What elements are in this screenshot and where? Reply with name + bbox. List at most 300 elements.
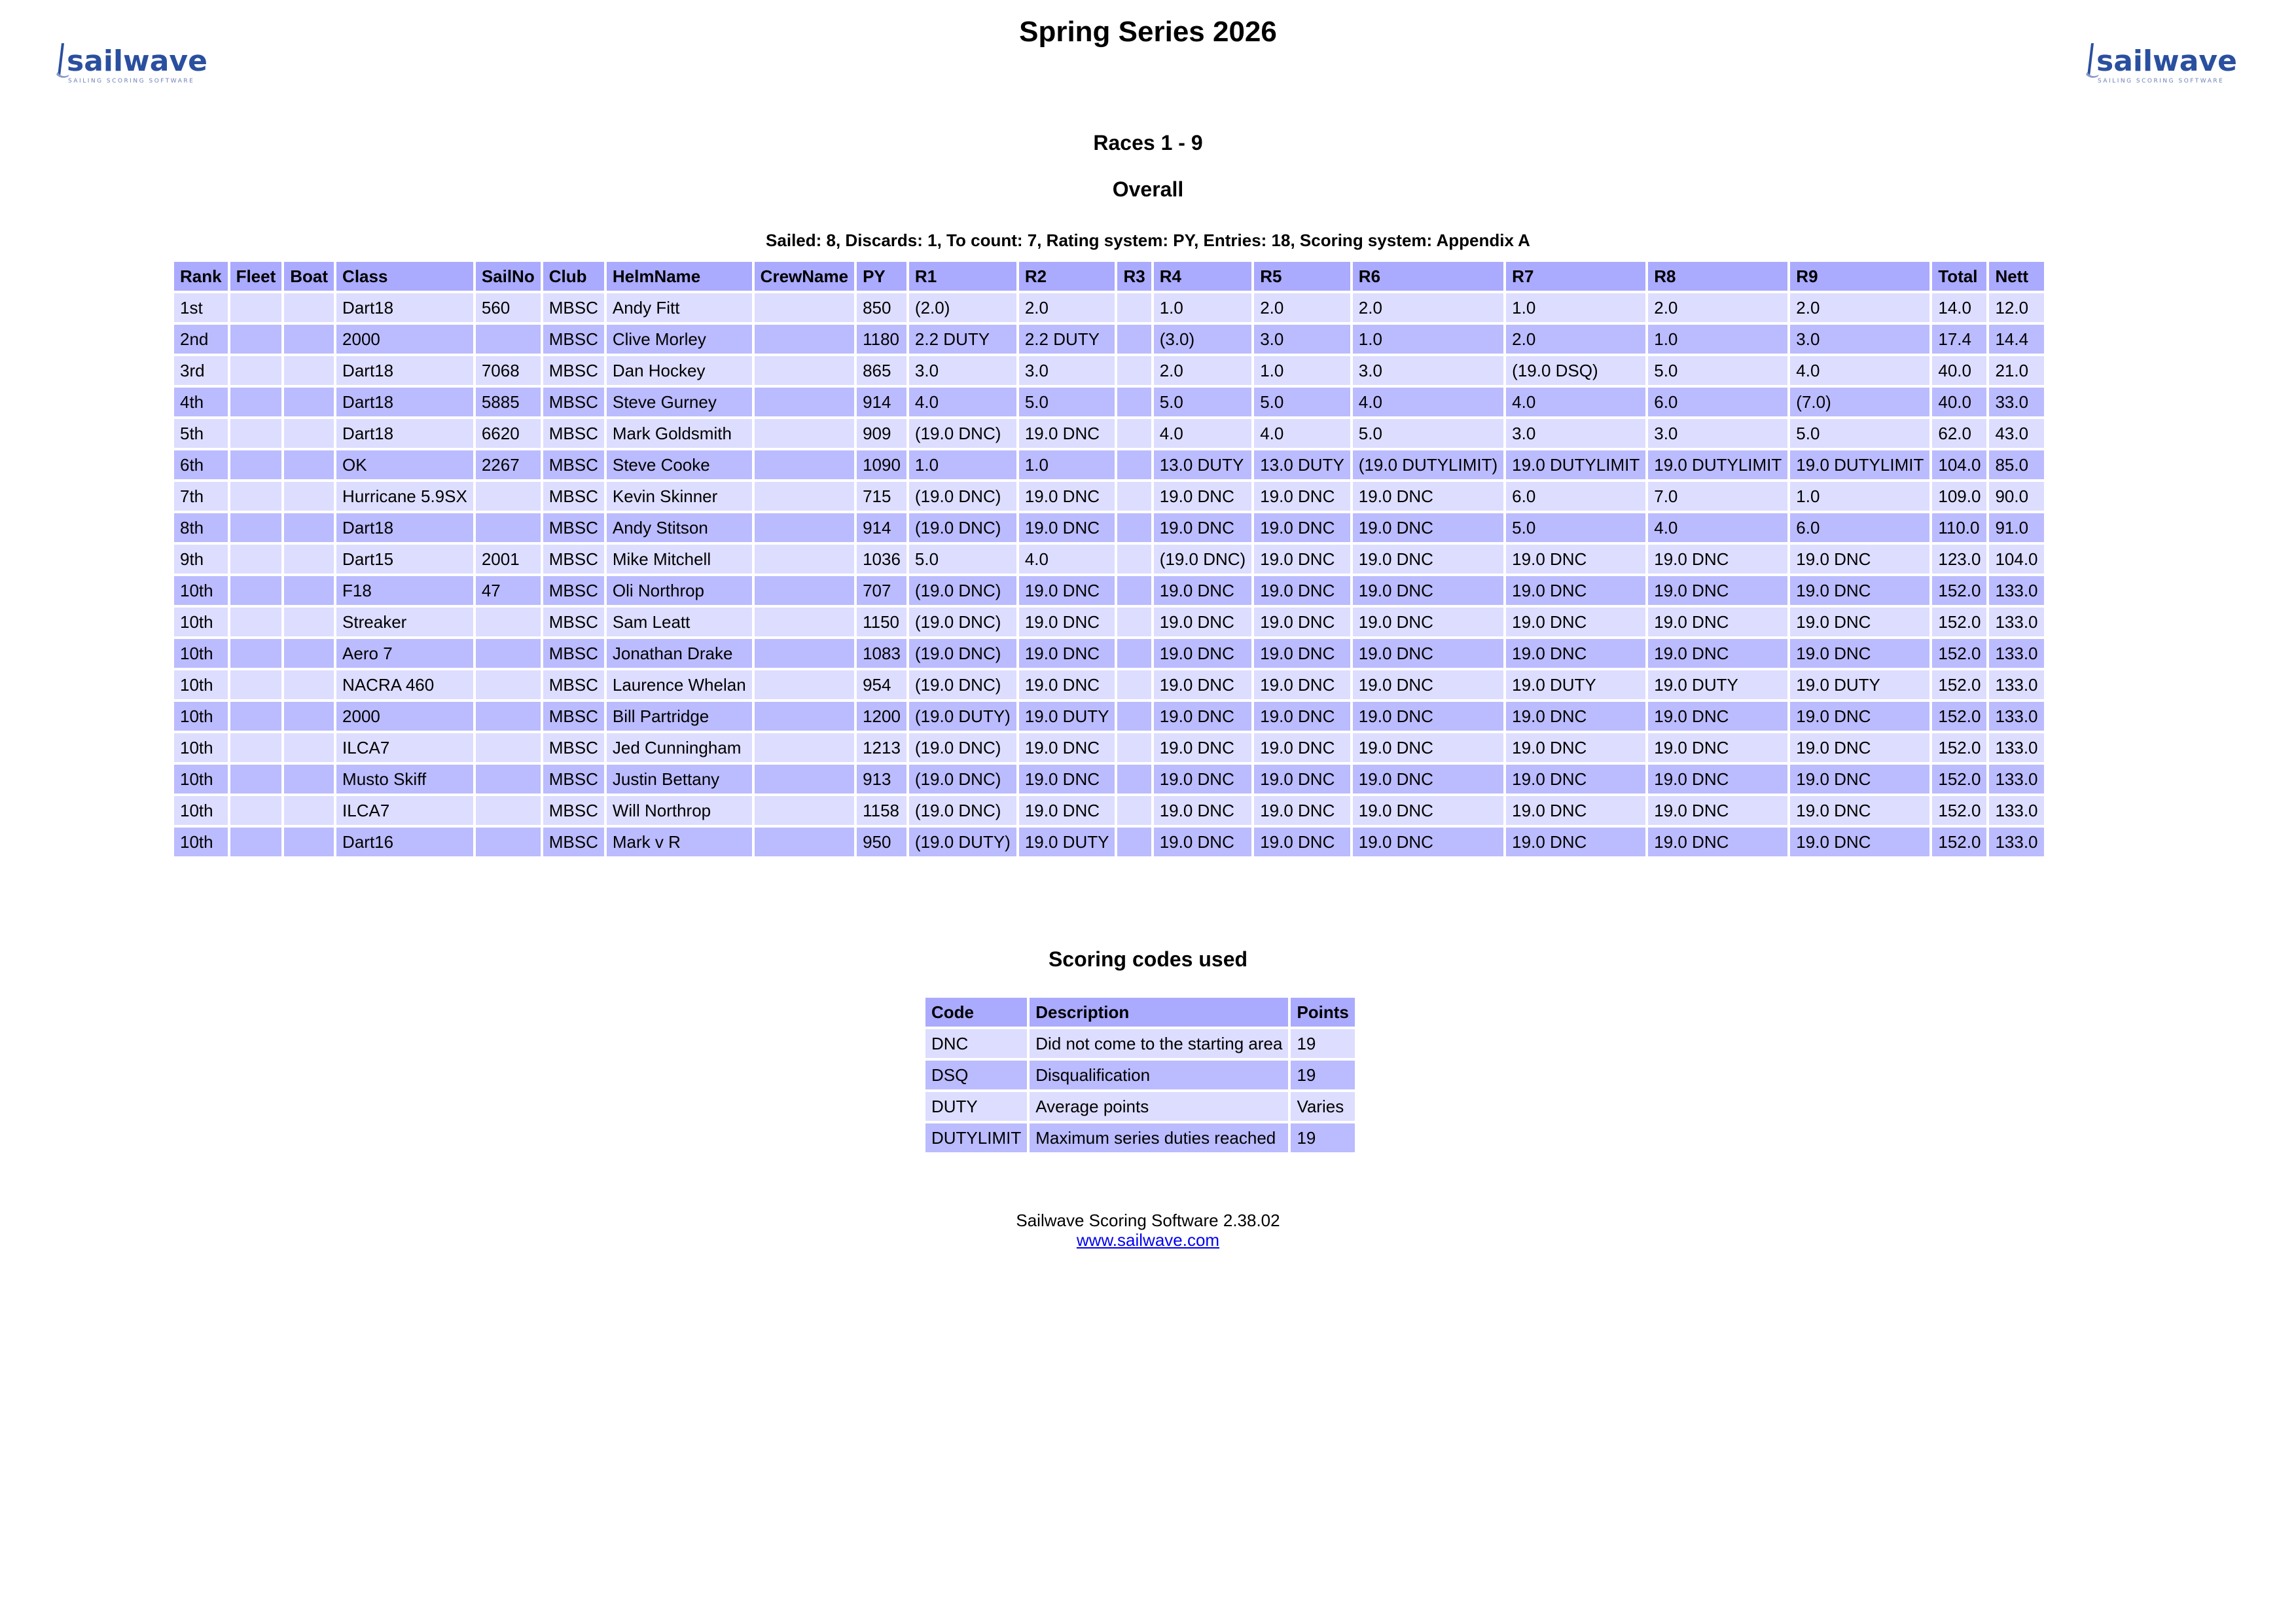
results-cell-r1: (19.0 DNC) (909, 796, 1016, 825)
results-cell-r1: (19.0 DNC) (909, 608, 1016, 636)
results-header-r5: R5 (1254, 262, 1350, 291)
results-cell-r2: 19.0 DNC (1019, 670, 1115, 699)
results-cell-r9: 1.0 (1790, 482, 1929, 511)
results-cell-r8: 1.0 (1648, 325, 1787, 354)
table-row (174, 388, 2044, 416)
results-cell-rank: 3rd (174, 356, 228, 385)
codes-cell-points: 19 (1291, 1029, 1354, 1058)
results-cell-r7: 19.0 DNC (1506, 733, 1645, 762)
results-cell-fleet (230, 765, 282, 793)
results-cell-class: Streaker (336, 608, 473, 636)
results-cell-club: MBSC (543, 450, 604, 479)
results-cell-py: 954 (857, 670, 906, 699)
codes-cell-points: Varies (1291, 1092, 1354, 1121)
results-cell-r8: 19.0 DNC (1648, 639, 1787, 668)
results-cell-fleet (230, 702, 282, 731)
results-cell-r7: 19.0 DNC (1506, 702, 1645, 731)
results-cell-r7: 4.0 (1506, 388, 1645, 416)
results-cell-py: 1036 (857, 545, 906, 574)
results-cell-boat (284, 545, 334, 574)
series-summary: Sailed: 8, Discards: 1, To count: 7, Rating system: PY, Entries: 18, Scoring system: Appendix A (766, 230, 1530, 250)
results-cell-r4: 19.0 DNC (1154, 482, 1251, 511)
results-cell-total: 109.0 (1932, 482, 1986, 511)
results-cell-club: MBSC (543, 482, 604, 511)
results-cell-total: 152.0 (1932, 670, 1986, 699)
results-cell-r3 (1117, 419, 1151, 448)
results-cell-r6: 19.0 DNC (1353, 576, 1503, 605)
results-cell-nett: 133.0 (1989, 828, 2043, 856)
table-row (174, 608, 2044, 636)
results-cell-py: 913 (857, 765, 906, 793)
results-cell-nett: 85.0 (1989, 450, 2043, 479)
results-cell-total: 152.0 (1932, 765, 1986, 793)
table-row (925, 1123, 1355, 1152)
results-cell-r2: 19.0 DNC (1019, 765, 1115, 793)
results-cell-rank: 2nd (174, 325, 228, 354)
results-cell-helmname: Mark Goldsmith (607, 419, 752, 448)
results-cell-r9: 6.0 (1790, 513, 1929, 542)
results-cell-rank: 10th (174, 670, 228, 699)
results-cell-r7: 19.0 DNC (1506, 796, 1645, 825)
results-cell-r6: 19.0 DNC (1353, 482, 1503, 511)
results-cell-boat (284, 828, 334, 856)
results-cell-r6: 1.0 (1353, 325, 1503, 354)
results-cell-fleet (230, 450, 282, 479)
results-cell-boat (284, 513, 334, 542)
results-cell-sailno (476, 796, 541, 825)
results-cell-rank: 4th (174, 388, 228, 416)
codes-header-row (925, 998, 1355, 1027)
results-cell-r4: 19.0 DNC (1154, 733, 1251, 762)
results-cell-r3 (1117, 608, 1151, 636)
results-cell-r9: 2.0 (1790, 293, 1929, 322)
results-cell-r4: 19.0 DNC (1154, 765, 1251, 793)
results-cell-nett: 90.0 (1989, 482, 2043, 511)
results-cell-crewname (755, 356, 854, 385)
results-cell-r9: 19.0 DUTY (1790, 670, 1929, 699)
results-cell-sailno (476, 325, 541, 354)
results-cell-py: 1150 (857, 608, 906, 636)
results-cell-py: 914 (857, 513, 906, 542)
results-cell-r6: 19.0 DNC (1353, 608, 1503, 636)
results-cell-fleet (230, 828, 282, 856)
results-cell-fleet (230, 356, 282, 385)
results-cell-helmname: Dan Hockey (607, 356, 752, 385)
results-cell-club: MBSC (543, 356, 604, 385)
results-cell-r9: 19.0 DNC (1790, 639, 1929, 668)
results-cell-r9: 19.0 DNC (1790, 702, 1929, 731)
results-cell-club: MBSC (543, 545, 604, 574)
results-cell-class: NACRA 460 (336, 670, 473, 699)
results-cell-r2: 19.0 DUTY (1019, 828, 1115, 856)
results-cell-nett: 133.0 (1989, 702, 2043, 731)
results-cell-r7: 19.0 DNC (1506, 639, 1645, 668)
results-cell-r4: 19.0 DNC (1154, 670, 1251, 699)
results-cell-r2: 4.0 (1019, 545, 1115, 574)
results-cell-rank: 10th (174, 733, 228, 762)
results-cell-helmname: Andy Fitt (607, 293, 752, 322)
results-cell-r3 (1117, 670, 1151, 699)
results-cell-r3 (1117, 702, 1151, 731)
results-cell-r4: 1.0 (1154, 293, 1251, 322)
results-cell-crewname (755, 828, 854, 856)
results-cell-rank: 10th (174, 702, 228, 731)
results-header-helmname: HelmName (607, 262, 752, 291)
results-cell-fleet (230, 388, 282, 416)
results-cell-crewname (755, 293, 854, 322)
results-cell-r7: 19.0 DNC (1506, 828, 1645, 856)
results-cell-r2: 19.0 DNC (1019, 576, 1115, 605)
table-row (174, 670, 2044, 699)
results-cell-r5: 19.0 DNC (1254, 576, 1350, 605)
results-cell-r4: 5.0 (1154, 388, 1251, 416)
results-cell-rank: 6th (174, 450, 228, 479)
results-cell-r7: 19.0 DNC (1506, 576, 1645, 605)
results-cell-fleet (230, 545, 282, 574)
results-cell-r8: 19.0 DNC (1648, 608, 1787, 636)
results-cell-r2: 1.0 (1019, 450, 1115, 479)
codes-cell-code: DNC (925, 1029, 1027, 1058)
results-cell-helmname: Steve Cooke (607, 450, 752, 479)
results-cell-r3 (1117, 765, 1151, 793)
results-cell-r5: 1.0 (1254, 356, 1350, 385)
results-cell-py: 865 (857, 356, 906, 385)
svg-text:SAILING SCORING SOFTWARE: SAILING SCORING SOFTWARE (2098, 78, 2225, 84)
results-cell-sailno: 5885 (476, 388, 541, 416)
results-cell-r7: 5.0 (1506, 513, 1645, 542)
codes-header-code: Code (925, 998, 1027, 1027)
results-cell-helmname: Mike Mitchell (607, 545, 752, 574)
results-header-class: Class (336, 262, 473, 291)
results-cell-py: 715 (857, 482, 906, 511)
results-cell-r1: 2.2 DUTY (909, 325, 1016, 354)
results-cell-club: MBSC (543, 419, 604, 448)
results-cell-helmname: Jed Cunningham (607, 733, 752, 762)
results-cell-r4: 19.0 DNC (1154, 702, 1251, 731)
results-cell-r2: 19.0 DNC (1019, 733, 1115, 762)
results-cell-r5: 4.0 (1254, 419, 1350, 448)
codes-cell-code: DUTYLIMIT (925, 1123, 1027, 1152)
results-cell-crewname (755, 796, 854, 825)
results-cell-r7: 2.0 (1506, 325, 1645, 354)
results-cell-r4: 2.0 (1154, 356, 1251, 385)
results-cell-r3 (1117, 639, 1151, 668)
table-row (925, 1061, 1355, 1089)
results-header-club: Club (543, 262, 604, 291)
results-cell-r4: 19.0 DNC (1154, 639, 1251, 668)
results-cell-r8: 7.0 (1648, 482, 1787, 511)
table-row (174, 576, 2044, 605)
results-cell-crewname (755, 325, 854, 354)
results-cell-r4: 13.0 DUTY (1154, 450, 1251, 479)
results-cell-r9: 19.0 DUTYLIMIT (1790, 450, 1929, 479)
table-row (174, 419, 2044, 448)
results-cell-r5: 19.0 DNC (1254, 482, 1350, 511)
results-cell-r8: 6.0 (1648, 388, 1787, 416)
results-cell-r1: (19.0 DNC) (909, 513, 1016, 542)
results-cell-r1: (2.0) (909, 293, 1016, 322)
results-cell-py: 707 (857, 576, 906, 605)
results-cell-crewname (755, 608, 854, 636)
results-cell-helmname: Bill Partridge (607, 702, 752, 731)
results-cell-r3 (1117, 733, 1151, 762)
results-cell-r2: 3.0 (1019, 356, 1115, 385)
results-cell-r2: 19.0 DNC (1019, 513, 1115, 542)
results-cell-r9: 19.0 DNC (1790, 828, 1929, 856)
results-cell-club: MBSC (543, 796, 604, 825)
results-cell-rank: 10th (174, 639, 228, 668)
races-heading: Races 1 - 9 (1093, 131, 1203, 155)
results-cell-r6: 19.0 DNC (1353, 733, 1503, 762)
results-cell-py: 914 (857, 388, 906, 416)
results-cell-r3 (1117, 356, 1151, 385)
results-cell-class: 2000 (336, 325, 473, 354)
results-cell-r9: 19.0 DNC (1790, 545, 1929, 574)
results-cell-r9: 5.0 (1790, 419, 1929, 448)
results-cell-crewname (755, 513, 854, 542)
results-cell-crewname (755, 670, 854, 699)
results-cell-class: Dart15 (336, 545, 473, 574)
results-cell-r8: 19.0 DNC (1648, 796, 1787, 825)
results-cell-r4: 19.0 DNC (1154, 796, 1251, 825)
results-cell-r4: (19.0 DNC) (1154, 545, 1251, 574)
results-cell-r3 (1117, 450, 1151, 479)
results-cell-r3 (1117, 482, 1151, 511)
results-cell-helmname: Jonathan Drake (607, 639, 752, 668)
codes-cell-description: Average points (1030, 1092, 1288, 1121)
results-cell-fleet (230, 608, 282, 636)
results-cell-r6: 19.0 DNC (1353, 639, 1503, 668)
results-cell-r8: 19.0 DNC (1648, 545, 1787, 574)
results-cell-nett: 104.0 (1989, 545, 2043, 574)
results-header-sailno: SailNo (476, 262, 541, 291)
results-cell-boat (284, 293, 334, 322)
results-cell-helmname: Sam Leatt (607, 608, 752, 636)
table-row (174, 545, 2044, 574)
results-cell-nett: 21.0 (1989, 356, 2043, 385)
results-cell-class: Dart18 (336, 293, 473, 322)
results-cell-fleet (230, 639, 282, 668)
results-cell-r7: 19.0 DUTYLIMIT (1506, 450, 1645, 479)
results-cell-crewname (755, 388, 854, 416)
results-cell-total: 123.0 (1932, 545, 1986, 574)
results-cell-nett: 133.0 (1989, 733, 2043, 762)
results-cell-r6: 5.0 (1353, 419, 1503, 448)
results-cell-r2: 2.2 DUTY (1019, 325, 1115, 354)
results-cell-sailno: 7068 (476, 356, 541, 385)
results-cell-r5: 19.0 DNC (1254, 733, 1350, 762)
results-cell-helmname: Steve Gurney (607, 388, 752, 416)
results-header-boat: Boat (284, 262, 334, 291)
results-cell-r7: 19.0 DUTY (1506, 670, 1645, 699)
results-cell-r2: 19.0 DNC (1019, 639, 1115, 668)
results-cell-boat (284, 325, 334, 354)
results-cell-total: 152.0 (1932, 576, 1986, 605)
results-cell-r1: (19.0 DNC) (909, 419, 1016, 448)
results-cell-fleet (230, 576, 282, 605)
results-cell-club: MBSC (543, 325, 604, 354)
results-cell-boat (284, 450, 334, 479)
results-cell-r9: (7.0) (1790, 388, 1929, 416)
results-cell-club: MBSC (543, 733, 604, 762)
table-row (174, 639, 2044, 668)
results-cell-club: MBSC (543, 608, 604, 636)
results-cell-class: Dart18 (336, 388, 473, 416)
svg-text:sailwave: sailwave (2096, 45, 2237, 78)
table-row (174, 513, 2044, 542)
results-cell-r9: 3.0 (1790, 325, 1929, 354)
codes-cell-code: DSQ (925, 1061, 1027, 1089)
sailwave-website-link[interactable]: www.sailwave.com (1076, 1230, 1220, 1250)
results-cell-rank: 10th (174, 828, 228, 856)
results-cell-py: 1200 (857, 702, 906, 731)
results-cell-rank: 9th (174, 545, 228, 574)
results-cell-sailno (476, 513, 541, 542)
results-cell-helmname: Oli Northrop (607, 576, 752, 605)
results-cell-nett: 133.0 (1989, 576, 2043, 605)
results-cell-class: Dart18 (336, 419, 473, 448)
results-cell-crewname (755, 545, 854, 574)
results-cell-r5: 19.0 DNC (1254, 639, 1350, 668)
results-cell-sailno: 2001 (476, 545, 541, 574)
results-cell-r8: 19.0 DNC (1648, 702, 1787, 731)
results-cell-py: 1158 (857, 796, 906, 825)
results-cell-helmname: Mark v R (607, 828, 752, 856)
results-cell-crewname (755, 482, 854, 511)
results-header-r4: R4 (1154, 262, 1251, 291)
table-row (174, 450, 2044, 479)
results-cell-r3 (1117, 388, 1151, 416)
results-cell-r9: 19.0 DNC (1790, 796, 1929, 825)
results-cell-nett: 133.0 (1989, 765, 2043, 793)
results-header-total: Total (1932, 262, 1986, 291)
results-cell-class: ILCA7 (336, 733, 473, 762)
results-cell-rank: 1st (174, 293, 228, 322)
results-cell-boat (284, 419, 334, 448)
results-cell-sailno (476, 765, 541, 793)
results-cell-club: MBSC (543, 513, 604, 542)
results-cell-r5: 19.0 DNC (1254, 670, 1350, 699)
results-cell-r8: 19.0 DNC (1648, 828, 1787, 856)
overall-heading: Overall (1112, 177, 1184, 201)
results-cell-r1: (19.0 DNC) (909, 670, 1016, 699)
results-cell-r3 (1117, 545, 1151, 574)
results-cell-r1: 1.0 (909, 450, 1016, 479)
results-cell-r8: 19.0 DNC (1648, 576, 1787, 605)
results-cell-r3 (1117, 325, 1151, 354)
results-header-r9: R9 (1790, 262, 1929, 291)
results-cell-boat (284, 388, 334, 416)
results-cell-class: Hurricane 5.9SX (336, 482, 473, 511)
results-cell-sailno (476, 670, 541, 699)
results-cell-total: 62.0 (1932, 419, 1986, 448)
results-cell-fleet (230, 293, 282, 322)
table-row (174, 765, 2044, 793)
results-cell-r7: 19.0 DNC (1506, 545, 1645, 574)
results-cell-club: MBSC (543, 765, 604, 793)
series-title: Spring Series 2026 (1019, 16, 1277, 48)
results-cell-r1: (19.0 DNC) (909, 482, 1016, 511)
results-cell-r7: 3.0 (1506, 419, 1645, 448)
results-cell-r8: 3.0 (1648, 419, 1787, 448)
results-cell-class: Musto Skiff (336, 765, 473, 793)
results-cell-r6: 19.0 DNC (1353, 796, 1503, 825)
results-cell-fleet (230, 482, 282, 511)
results-cell-fleet (230, 513, 282, 542)
results-cell-r8: 19.0 DUTY (1648, 670, 1787, 699)
results-cell-r6: 19.0 DNC (1353, 828, 1503, 856)
results-cell-r5: 5.0 (1254, 388, 1350, 416)
results-cell-crewname (755, 576, 854, 605)
results-cell-sailno (476, 608, 541, 636)
codes-cell-description: Maximum series duties reached (1030, 1123, 1288, 1152)
results-cell-py: 1090 (857, 450, 906, 479)
results-cell-r7: 19.0 DNC (1506, 765, 1645, 793)
results-cell-sailno (476, 733, 541, 762)
software-version: Sailwave Scoring Software 2.38.02 (1016, 1211, 1280, 1230)
results-cell-r6: 19.0 DNC (1353, 545, 1503, 574)
results-header-r3: R3 (1117, 262, 1151, 291)
results-cell-r6: 19.0 DNC (1353, 670, 1503, 699)
table-row (925, 1092, 1355, 1121)
results-cell-total: 152.0 (1932, 796, 1986, 825)
results-cell-class: Dart18 (336, 513, 473, 542)
results-cell-r9: 19.0 DNC (1790, 608, 1929, 636)
results-cell-r5: 13.0 DUTY (1254, 450, 1350, 479)
table-row (174, 828, 2044, 856)
results-cell-r6: 2.0 (1353, 293, 1503, 322)
table-row (174, 325, 2044, 354)
results-cell-club: MBSC (543, 388, 604, 416)
results-cell-r4: (3.0) (1154, 325, 1251, 354)
results-body (174, 293, 2044, 856)
results-cell-crewname (755, 733, 854, 762)
results-cell-boat (284, 796, 334, 825)
scoring-codes-table (923, 995, 1357, 1155)
results-cell-sailno: 47 (476, 576, 541, 605)
results-cell-py: 909 (857, 419, 906, 448)
results-cell-r5: 2.0 (1254, 293, 1350, 322)
results-cell-nett: 91.0 (1989, 513, 2043, 542)
results-cell-r3 (1117, 576, 1151, 605)
codes-cell-code: DUTY (925, 1092, 1027, 1121)
results-cell-total: 152.0 (1932, 733, 1986, 762)
results-cell-r5: 19.0 DNC (1254, 796, 1350, 825)
results-cell-r2: 19.0 DUTY (1019, 702, 1115, 731)
results-cell-r1: (19.0 DNC) (909, 576, 1016, 605)
results-cell-crewname (755, 639, 854, 668)
results-cell-nett: 133.0 (1989, 639, 2043, 668)
results-cell-crewname (755, 419, 854, 448)
results-header-r8: R8 (1648, 262, 1787, 291)
results-cell-r7: 1.0 (1506, 293, 1645, 322)
results-cell-r9: 4.0 (1790, 356, 1929, 385)
table-row (174, 796, 2044, 825)
results-cell-sailno (476, 702, 541, 731)
results-cell-total: 152.0 (1932, 702, 1986, 731)
results-cell-boat (284, 670, 334, 699)
results-cell-r4: 4.0 (1154, 419, 1251, 448)
results-cell-helmname: Laurence Whelan (607, 670, 752, 699)
results-cell-class: Dart16 (336, 828, 473, 856)
results-cell-class: Aero 7 (336, 639, 473, 668)
results-cell-rank: 10th (174, 608, 228, 636)
results-cell-club: MBSC (543, 670, 604, 699)
results-cell-r4: 19.0 DNC (1154, 513, 1251, 542)
results-cell-nett: 33.0 (1989, 388, 2043, 416)
svg-text:SAILING SCORING SOFTWARE: SAILING SCORING SOFTWARE (68, 78, 195, 84)
results-cell-class: F18 (336, 576, 473, 605)
